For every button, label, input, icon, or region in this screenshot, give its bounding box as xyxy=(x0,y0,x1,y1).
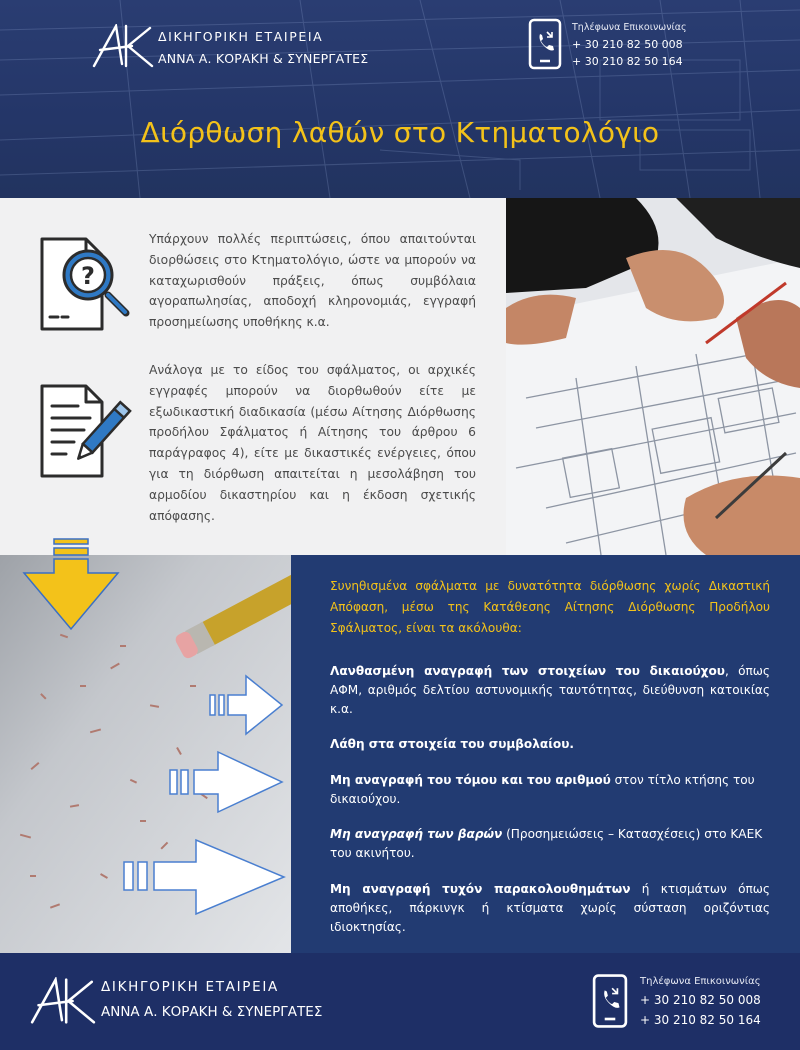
header-phones xyxy=(572,19,687,70)
header-banner xyxy=(0,0,800,198)
error-item-4-text: (Προσημειώσεις – Κατασχέσεις) στο ΚΑΕΚ του ακινήτου. xyxy=(330,827,763,860)
error-item-2 xyxy=(330,735,770,754)
error-item-2-title: Λάθη στα στοιχεία του συμβολαίου. xyxy=(330,737,574,751)
phones-label: Τηλέφωνα Επικοινωνίας xyxy=(572,22,687,33)
error-item-1 xyxy=(330,662,770,719)
arrow-right-icon xyxy=(168,750,284,814)
error-item-1-title: Λανθασμένη αναγραφή των στοιχείων του δικαιούχου xyxy=(330,664,725,678)
error-item-3 xyxy=(330,771,770,809)
firm-line-2: ΑΝΝΑ Α. ΚΟΡΑΚΗ & ΣΥΝΕΡΓΑΤΕΣ xyxy=(158,51,369,66)
arrow-down-icon xyxy=(22,537,120,631)
phone-icon xyxy=(528,18,562,70)
drafting-photo xyxy=(506,198,800,555)
error-item-5-text: ή κτισμάτων όπως αποθήκες, πάρκινγκ ή κτίσματα χωρίς σύσταση οριζόντιας ιδιοκτησίας. xyxy=(330,882,770,934)
footer-phone-number-2[interactable]: + 30 210 82 50 164 xyxy=(640,1013,761,1027)
page-title: Διόρθωση λαθών στο Κτηματολόγιο xyxy=(140,116,660,149)
intro-paragraph-1: Υπάρχουν πολλές περιπτώσεις, όπου απαιτούνται διορθώσεις στο Κτηματολόγιο, ώστε να μπορούν να καταχωρισθούν πράξεις, όπως συμβόλαια αγοραπωλησίας, αποδοχή κληρονομιάς, εγγραφή προσημείωσης υποθήκης κ.α. xyxy=(149,232,476,330)
arrow-right-icon xyxy=(208,674,284,736)
arrow-right-icon xyxy=(122,838,286,916)
footer-phone-number-1[interactable]: + 30 210 82 50 008 xyxy=(640,993,761,1007)
footer-firm-name xyxy=(101,975,322,1025)
error-item-3-title: Μη αναγραφή του τόμου και του αριθμού xyxy=(330,773,611,787)
footer xyxy=(0,953,800,1050)
footer-phones xyxy=(640,973,761,1030)
error-item-4-title: Μη αναγραφή των βαρών xyxy=(330,827,503,841)
error-item-1-text: , όπως ΑΦΜ, αριθμός δελτίου αστυνομικής ταυτότητας, διεύθυνση κατοικίας κ.α. xyxy=(330,664,770,716)
footer-firm-line-1: ΔΙΚΗΓΟΡΙΚΗ ΕΤΑΙΡΕΙΑ xyxy=(101,979,279,995)
error-item-5-title: Μη αναγραφή τυχόν παρακολουθημάτων xyxy=(330,882,631,896)
firm-logo xyxy=(92,24,154,68)
footer-phones-label: Τηλέφωνα Επικοινωνίας xyxy=(640,976,761,987)
intro-paragraph-2: Ανάλογα με το είδος του σφάλματος, οι αρχικές εγγραφές μπορούν να διορθωθούν είτε με εξωδικαστική διαδικασία (μέσω Αίτησης Διόρθωσης προδήλου Σφάλματος ή Αίτησης του άρθρου 6 παράγραφος 4), είτε με δικαστικές ενέργειες, όπου για τη διόρθωση απαιτείται η μεσολάβηση του αρμοδίου δικαστηρίου και η έκδοση σχετικής απόφασης. xyxy=(149,363,476,523)
errors-section xyxy=(0,555,800,953)
error-item-3-text: στον τίτλο κτήσης του δικαιούχου. xyxy=(330,773,755,806)
svg-text:?: ? xyxy=(81,262,95,290)
firm-line-1: ΔΙΚΗΓΟΡΙΚΗ ΕΤΑΙΡΕΙΑ xyxy=(158,29,324,44)
phone-number-1[interactable]: + 30 210 82 50 008 xyxy=(572,38,683,51)
document-edit-icon xyxy=(36,382,132,482)
error-item-5 xyxy=(330,880,770,937)
footer-phone-icon xyxy=(592,973,628,1029)
phone-number-2[interactable]: + 30 210 82 50 164 xyxy=(572,55,683,68)
document-search-icon xyxy=(36,235,132,335)
firm-name xyxy=(158,26,368,70)
footer-firm-logo xyxy=(30,977,96,1025)
error-item-4 xyxy=(330,825,770,863)
footer-firm-line-2: ΑΝΝΑ Α. ΚΟΡΑΚΗ & ΣΥΝΕΡΓΑΤΕΣ xyxy=(101,1004,323,1020)
errors-intro: Συνηθισμένα σφάλματα με δυνατότητα διόρθωσης χωρίς Δικαστική Απόφαση, μέσω της Κατάθεσης Αίτησης Διόρθωσης Προδήλου Σφάλματος, είναι τα ακόλουθα: xyxy=(330,579,770,635)
intro-section xyxy=(0,198,800,555)
